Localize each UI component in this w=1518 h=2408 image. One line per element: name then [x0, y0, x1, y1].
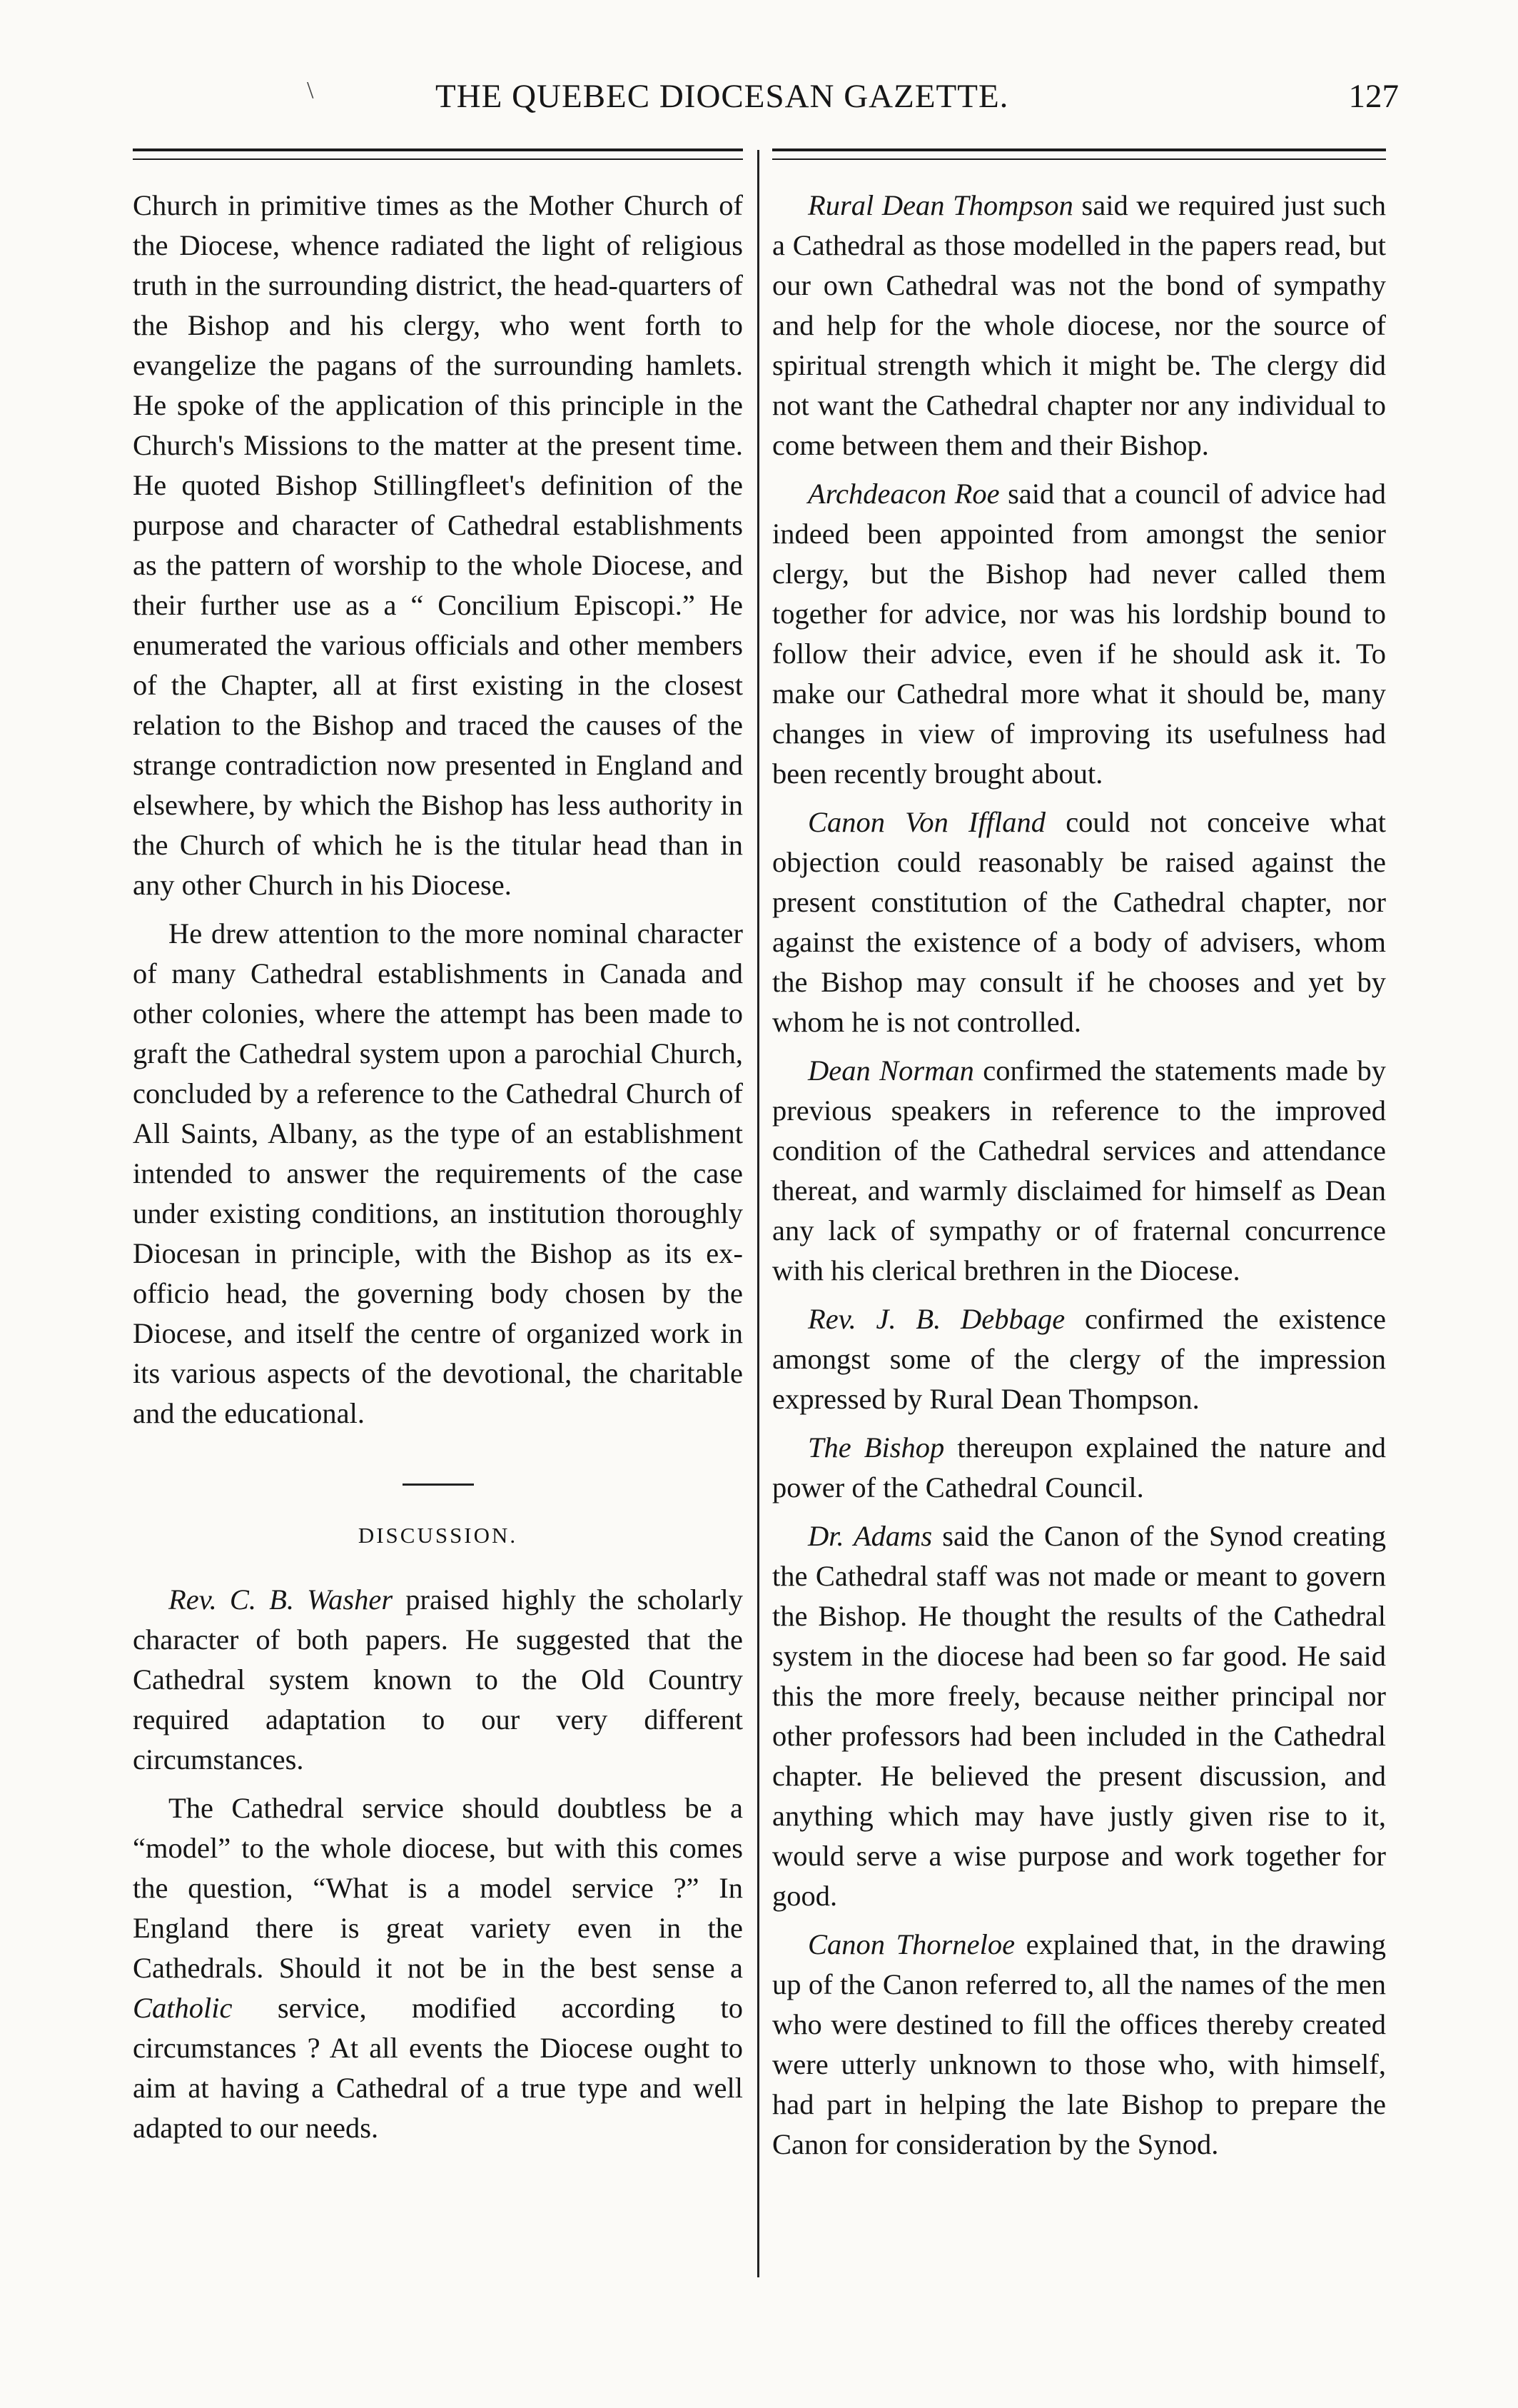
paragraph-text: service, modified according to circumstances ? At all events the Diocese ought to aim at having a Cathedral of a true type and well adapted to our needs. — [133, 1992, 743, 2144]
header-rule-left — [133, 148, 743, 151]
page-number: 127 — [1348, 78, 1399, 115]
discussion-entry — [772, 186, 1386, 465]
right-column — [772, 186, 1386, 2173]
entry-text: praised highly the scholarly character of both papers. He suggested that the Cathedral system known to the Old Country required adaptation to our very different circumstances. — [133, 1583, 743, 1775]
running-head-title: THE QUEBEC DIOCESAN GAZETTE. — [435, 78, 1009, 115]
speaker-name: Rev. C. B. Washer — [168, 1583, 393, 1616]
left-column — [133, 186, 743, 2157]
margin-mark: \ — [307, 77, 314, 104]
discussion-heading: DISCUSSION. — [358, 1523, 518, 1548]
discussion-entry — [772, 1516, 1386, 1916]
section-divider — [403, 1483, 474, 1486]
entry-text: thereupon explained the nature and power of the Cathedral Council. — [772, 1431, 1386, 1503]
entry-text: confirmed the existence amongst some of the clergy of the impression expressed by Rural Dean Thompson. — [772, 1303, 1386, 1415]
discussion-entry — [772, 1925, 1386, 2165]
body-paragraph — [133, 1788, 743, 2148]
speaker-name: Archdeacon Roe — [808, 478, 1000, 510]
header-rule-right — [772, 148, 1386, 151]
entry-text: explained that, in the drawing up of the Canon referred to, all the names of the men who were destined to fill the offices thereby created were utterly unknown to those who, with himself, had part in helping the late Bishop to prepare the Canon for consideration by the Synod. — [772, 1928, 1386, 2160]
header-rule-left-thin — [133, 158, 743, 160]
italic-word: Catholic — [133, 1992, 233, 2024]
body-paragraph: Church in primitive times as the Mother Church of the Diocese, whence radiated the light of religious truth in the surrounding district, the head-quarters of the Bishop and his clergy, who went forth to evangelize the pagans of the surrounding hamlets. He spoke of the application of this principle in the Church's Missions to the matter at the present time. He quoted Bishop Stillingfleet's definition of the purpose and character of Cathedral establishments as the pattern of worship to the whole Diocese, and their further use as a “ Concilium Episcopi.” He enumerated the various officials and other members of the Chapter, all at first existing in the closest relation to the Bishop and traced the causes of the strange contradiction now presented in England and elsewhere, by which the Bishop has less authority in the Church of which he is the titular head than in any other Church in his Diocese. — [133, 189, 743, 901]
speaker-name: Canon Von Iffland — [808, 806, 1046, 838]
discussion-entry — [772, 1428, 1386, 1508]
speaker-name: Rural Dean Thompson — [808, 189, 1073, 221]
speaker-name: Canon Thorneloe — [808, 1928, 1016, 1960]
speaker-name: Dean Norman — [808, 1054, 974, 1087]
speaker-name: Dr. Adams — [808, 1520, 933, 1552]
discussion-entry — [772, 1051, 1386, 1291]
entry-text: could not conceive what objection could reasonably be raised against the present constitution of the Cathedral chapter, nor against the existence of a body of advisers, whom the Bishop may consult if he chooses and yet by whom he is not controlled. — [772, 806, 1386, 1038]
header-rule-right-thin — [772, 158, 1386, 160]
page-header — [136, 63, 1399, 127]
discussion-entry — [772, 1299, 1386, 1419]
discussion-entry — [133, 1580, 743, 1780]
entry-text: said the Canon of the Synod creating the Cathedral staff was not made or meant to govern the Bishop. He thought the results of the Cathedral system in the diocese had been so far good. He said this the more freely, because neither principal nor other professors had been included in the Cathedral chapter. He believed the present discussion, and anything which may have justly given rise to it, would serve a wise purpose and work together for good. — [772, 1520, 1386, 1912]
column-divider — [757, 150, 759, 2277]
discussion-entry — [772, 474, 1386, 794]
entry-text: said that a council of advice had indeed been appointed from amongst the senior clergy, but the Bishop had never called them together for advice, nor was his lordship bound to follow their advice, even if he should ask it. To make our Cathedral more what it should be, many changes in view of improving its usefulness had been recently brought about. — [772, 478, 1387, 790]
speaker-name: The Bishop — [808, 1431, 945, 1464]
entry-text: said we required just such a Cathedral as those modelled in the papers read, but our own Cathedral was not the bond of sympathy and help for the whole diocese, nor the source of spiritual strength which it might be. The clergy did not want the Cathedral chapter nor any individual to come between them and their Bishop. — [772, 189, 1386, 461]
body-paragraph: He drew attention to the more nominal character of many Cathedral establishments in Canada and other colonies, where the attempt has been made to graft the Cathedral system upon a parochial Church, concluded by a reference to the Cathedral Church of All Saints, Albany, as the type of an establishment intended to answer the requirements of the case under existing conditions, an institution thoroughly Diocesan in principle, with the Bishop as its ex-officio head, the governing body chosen by the Diocese, and itself the centre of organized work in its various aspects of the devotional, the charitable and the educational. — [133, 917, 743, 1429]
discussion-entry — [772, 802, 1386, 1042]
paragraph-text: The Cathedral service should doubtless be a “model” to the whole diocese, but with this comes the question, “What is a model service ?” In England there is great variety even in the Cathedrals. Should it not be in the best sense a — [133, 1792, 743, 1984]
speaker-name: Rev. J. B. Debbage — [808, 1303, 1066, 1335]
entry-text: confirmed the statements made by previous speakers in reference to the improved condition of the Cathedral services and attendance thereat, and warmly disclaimed for himself as Dean any lack of sympathy or of fraternal concurrence with his clerical brethren in the Diocese. — [772, 1054, 1386, 1286]
